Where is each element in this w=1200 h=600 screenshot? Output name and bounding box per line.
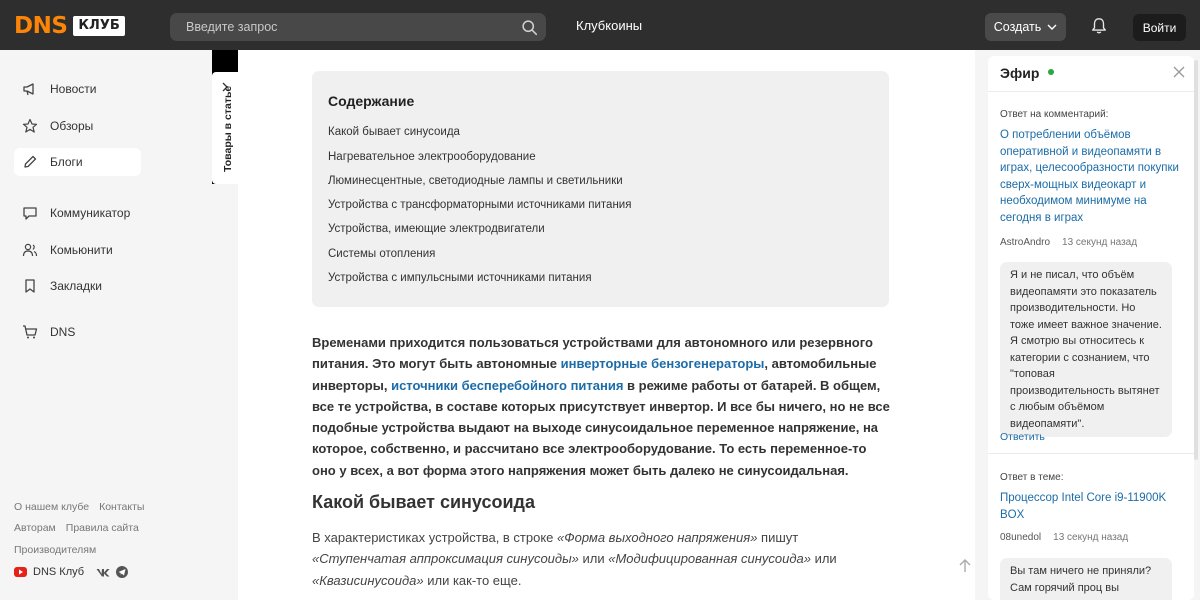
sidebar-item-label: Закладки (50, 279, 102, 293)
section-text: или (810, 551, 837, 567)
chevron-down-icon (1047, 24, 1057, 30)
feed-item-meta (1000, 532, 1128, 543)
login-button[interactable]: Войти (1133, 14, 1186, 41)
social-label[interactable]: DNS Клуб (33, 566, 85, 578)
section-heading: Какой бывает синусоида (312, 492, 535, 512)
toc-item[interactable]: Люминесцентные, светодиодные лампы и светильники (328, 175, 623, 187)
create-button[interactable] (985, 13, 1066, 41)
sidebar-item-label: Блоги (50, 155, 83, 169)
users-icon (22, 242, 38, 258)
contacts-link[interactable]: Контакты (99, 501, 145, 513)
rules-link[interactable]: Правила сайта (65, 522, 139, 534)
section-text: В характеристиках устройства, в строке (312, 530, 558, 545)
toc-item[interactable]: Устройства с импульсными источниками питания (328, 272, 592, 284)
divider (988, 91, 1194, 92)
logo-dns-text: DNS (14, 13, 68, 39)
scroll-up-icon[interactable] (954, 555, 976, 577)
section-text: или (578, 551, 609, 567)
toc-item[interactable]: Какой бывает синусоида (328, 126, 460, 138)
sidebar-item-dns[interactable] (14, 318, 141, 346)
bell-icon[interactable] (1090, 17, 1108, 35)
sidebar-item-blogs[interactable] (14, 148, 141, 176)
feed-item-title-link[interactable]: Процессор Intel Core i9-11900K BOX (1000, 492, 1167, 521)
intro-paragraph (312, 332, 892, 481)
about-link[interactable]: О нашем клубе (14, 501, 90, 513)
close-icon[interactable] (1173, 66, 1185, 78)
sidebar-item-community[interactable] (14, 236, 141, 264)
chat-icon (22, 205, 38, 221)
search-input[interactable] (170, 13, 510, 41)
feed-item-time: 13 секунд назад (1062, 237, 1138, 248)
intro-text: , автомобильные инверторы, (312, 356, 877, 393)
sidebar-item-bookmarks[interactable] (14, 272, 141, 300)
youtube-icon[interactable] (14, 567, 27, 577)
toc-item[interactable]: Нагревательное электрооборудование (328, 151, 536, 163)
feed-item-author[interactable]: AstroAndro (1000, 237, 1051, 248)
megaphone-icon (22, 81, 38, 97)
intro-text: Временами приходится пользоваться устройствами для автономного или резервного питания. Это могут быть автономные (312, 335, 873, 372)
feed-item-comment: Я и не писал, что объём видеопамяти это показатель производительности. Но тоже имеет важное значение. Я смотрю вы относитесь к категории с сознанием, что "топовая производительность вытянет с любым объёмом видеопамяти". (1000, 262, 1172, 437)
site-logo[interactable] (14, 15, 125, 37)
toc-item[interactable]: Устройства с трансформаторными источниками питания (328, 199, 632, 211)
section-text: пишут (757, 530, 799, 545)
footer-links-row2 (14, 522, 149, 534)
toc-item[interactable]: Системы отопления (328, 248, 436, 260)
sidebar-item-label: Обзоры (50, 119, 94, 133)
telegram-icon[interactable] (116, 566, 128, 578)
feed-item-meta (1000, 237, 1137, 248)
footer-links-row1 (14, 501, 154, 513)
feed-item-title-link[interactable]: О потреблении объёмов оперативной и видеопамяти в играх, целесообразности покупки сверх-мощных видеокарт и необходимом минимуме на сегодня в играх (1000, 129, 1179, 224)
products-tab-label-wrap (212, 72, 238, 184)
pencil-icon (22, 154, 38, 170)
social-row (14, 566, 128, 578)
vk-icon[interactable] (96, 568, 110, 577)
section-quote: «Форма выходного напряжения» (557, 530, 758, 545)
section-quote: «Ступенчатая аппроксимация синусоиды» (312, 551, 579, 567)
reply-link[interactable]: Ответить (1000, 431, 1045, 443)
bookmark-icon (22, 278, 38, 294)
section-quote: «Модифицированная синусоида» (608, 551, 811, 567)
divider (988, 453, 1194, 454)
section-text: или как-то еще. (423, 572, 522, 588)
search-box (170, 13, 546, 41)
authors-link[interactable]: Авторам (14, 522, 56, 534)
live-feed-title: Эфир (1000, 65, 1040, 81)
section-quote: «Квазисинусоида» (312, 572, 424, 588)
intro-text: в режиме работы от батарей. В общем, все те устройства, в составе которых присутствует инвертор. И все бы ничего, но не все подобные устройства выдают на выходе синусоидальное переменное напряжение, на которое, собственно, и рассчитано все электрооборудование. То есть переменное-то оно у всех, а вот форма этого напряжения может быть далеко не синусоидальная. (312, 377, 890, 478)
sidebar-item-label: Коммуникатор (50, 206, 131, 220)
feed-item-label: Ответ в теме: (1000, 472, 1064, 483)
star-icon (22, 118, 38, 134)
toc-item[interactable]: Устройства, имеющие электродвигатели (328, 223, 545, 235)
ups-link[interactable]: источники бесперебойного питания (391, 377, 624, 393)
live-feed-panel (988, 56, 1194, 600)
search-icon[interactable] (521, 19, 538, 36)
footer-links-row3 (14, 544, 106, 556)
feed-item-comment: Вы там ничего не приняли? Сам горячий проц вы (1000, 558, 1172, 600)
feed-item-author[interactable]: 08unedol (1000, 532, 1042, 543)
vertical-strip (212, 184, 238, 600)
products-tab-label: Товары в статье (222, 85, 234, 172)
sidebar-item-reviews[interactable] (14, 112, 141, 140)
sidebar-item-communicator[interactable] (14, 199, 141, 227)
producers-link[interactable]: Производителям (14, 544, 97, 556)
feed-item-time: 13 секунд назад (1053, 532, 1129, 543)
table-of-contents (312, 71, 889, 307)
cart-icon (22, 324, 38, 340)
live-indicator (1048, 69, 1054, 75)
sidebar-item-label: Комьюнити (50, 243, 113, 257)
sidebar-item-news[interactable] (14, 75, 141, 103)
clubcoins-link[interactable]: Клубкоины (576, 18, 643, 33)
section-paragraph (312, 527, 892, 591)
inverter-generators-link[interactable]: инверторные бензогенераторы (560, 356, 765, 372)
sidebar-item-label: Новости (50, 82, 97, 96)
create-button-label: Создать (993, 20, 1042, 34)
feed-item-label: Ответ на комментарий: (1000, 109, 1109, 120)
top-header (0, 0, 1200, 50)
logo-club-badge: КЛУБ (73, 16, 124, 36)
article-content (238, 50, 975, 600)
toc-title: Содержание (328, 93, 415, 109)
scrollbar[interactable] (1194, 60, 1198, 460)
sidebar-item-label: DNS (50, 325, 76, 339)
